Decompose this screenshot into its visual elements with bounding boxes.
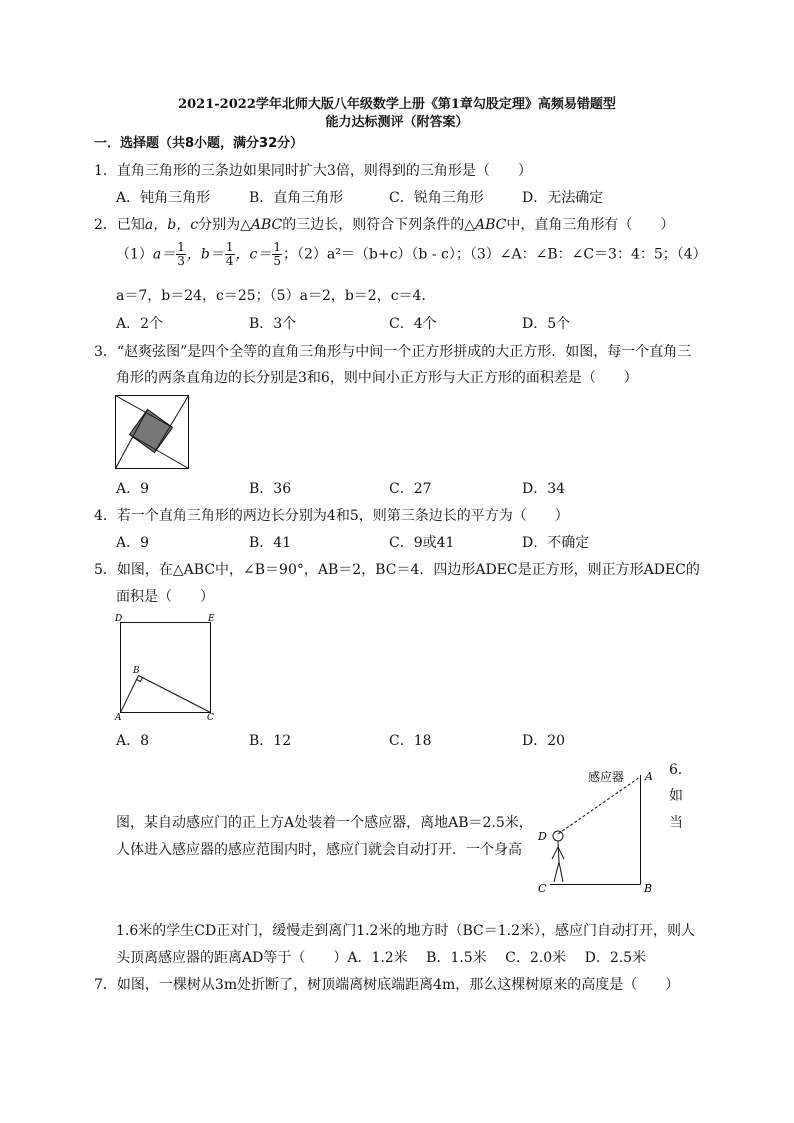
question-3-line1: 3．“赵爽弦图”是四个全等的直角三角形与中间一个正方形拼成的大正方形．如图，每一个直角三 xyxy=(94,344,692,360)
label-d: D xyxy=(115,614,123,624)
q5-option-d: D．20 xyxy=(522,733,566,749)
q3-option-c: C．27 xyxy=(389,481,432,497)
question-7-stem: 7．如图，一棵树从3m处折断了，树顶端离树底端距离4m，那么这棵树原来的高度是（ ） xyxy=(94,977,680,993)
label-a: A xyxy=(645,770,653,783)
q4-option-d: D．不确定 xyxy=(522,535,590,551)
question-6-line4: 头顶离感应器的距离AD等于（ ）A．1.2米 B．1.5米 C．2.0米 D．2.5米 xyxy=(116,950,647,966)
q5-option-b: B．12 xyxy=(249,733,292,749)
q2-option-c: C．4个 xyxy=(389,316,437,332)
q4-option-b: B．41 xyxy=(249,535,292,551)
question-4-stem: 4．若一个直角三角形的两边长分别为4和5，则第三条边长的平方为（ ） xyxy=(94,508,569,524)
question-1-stem: 1．直角三角形的三条边如果同时扩大3倍，则得到的三角形是（ ） xyxy=(94,163,532,179)
q2-option-d: D．5个 xyxy=(522,316,571,332)
q5-option-a: A．8 xyxy=(116,733,150,749)
question-6-side-char-2: 当 xyxy=(669,815,683,831)
q1-option-d: D．无法确定 xyxy=(522,190,604,206)
section-heading: 一．选择题（共8小题，满分32分） xyxy=(94,136,304,151)
question-6-side-char-1: 如 xyxy=(669,788,683,804)
question-5-line1: 5．如图，在△ABC中，∠B＝90°，AB＝2，BC＝4．四边形ADEC是正方形，则正方形ADEC的 xyxy=(94,562,700,578)
q3-option-a: A．9 xyxy=(116,481,150,497)
question-6-line1: 图，某自动感应门的正上方A处装着一个感应器，离地AB＝2.5米， xyxy=(116,815,533,831)
square-triangle-diagram xyxy=(112,610,222,722)
label-e: E xyxy=(208,614,215,624)
q4-option-a: A．9 xyxy=(116,535,150,551)
q2-option-b: B．3个 xyxy=(249,316,297,332)
page-title: 2021-2022学年北师大版八年级数学上册《第1章勾股定理》高频易错题型 xyxy=(178,97,616,112)
fraction-one-third: $\frac{1}{3}$ xyxy=(177,240,185,268)
label-a: A xyxy=(115,713,122,722)
question-3-line2: 角形的两条直角边的长分别是3和6，则中间小正方形与大正方形的面积差是（ ） xyxy=(116,370,638,386)
q5-option-c: C．18 xyxy=(389,733,432,749)
label-c: C xyxy=(538,882,547,894)
q1-option-c: C．锐角三角形 xyxy=(389,190,484,206)
fraction-one-fifth: $\frac{1}{5}$ xyxy=(273,240,282,268)
zhao-shuang-diagram xyxy=(115,395,189,469)
label-b: B xyxy=(644,882,653,894)
question-2-line3: a＝7，b＝24，c＝25；（5）a＝2，b＝2，c＝4． xyxy=(116,288,436,304)
sensor-label: 感应器 xyxy=(588,770,625,784)
q1-option-b: B．直角三角形 xyxy=(249,190,344,206)
label-c: C xyxy=(207,713,214,722)
sensor-door-diagram xyxy=(530,762,660,894)
question-6-line2: 人体进入感应器的感应范围内时，感应门就会自动打开．一个身高 xyxy=(116,842,522,858)
q4-option-c: C．9或41 xyxy=(389,535,455,551)
q3-option-d: D．34 xyxy=(522,481,566,497)
q2-option-a: A．2个 xyxy=(116,316,164,332)
person-head xyxy=(553,831,563,841)
question-6-line3: 1.6米的学生CD正对门，缓慢走到离门1.2米的地方时（BC＝1.2米），感应门自动打开，则人 xyxy=(116,923,695,939)
q3-option-b: B．36 xyxy=(249,481,292,497)
question-6-number: 6． xyxy=(669,762,692,778)
question-2-stem: 2．已知a，b，c分别为△ABC的三边长，则符合下列条件的△ABC中，直角三角形有（ ） xyxy=(94,217,675,233)
fraction-one-fourth: $\frac{1}{4}$ xyxy=(225,240,234,268)
question-5-line2: 面积是（ ） xyxy=(116,589,214,605)
q1-option-a: A．钝角三角形 xyxy=(116,190,211,206)
label-b: B xyxy=(133,666,140,676)
question-2-conditions: （1）a＝ $\frac{1}{3}$ ，b＝ $\frac{1}{4}$ ，c＝ $\frac{1}{5}$ ；（2）a²＝（b+c）（b - c）；（3）∠A：∠B：∠C＝3：4：5；（4） xyxy=(116,240,707,268)
label-d: D xyxy=(538,830,547,843)
page-subtitle: 能力达标测评（附答案） xyxy=(325,115,469,130)
